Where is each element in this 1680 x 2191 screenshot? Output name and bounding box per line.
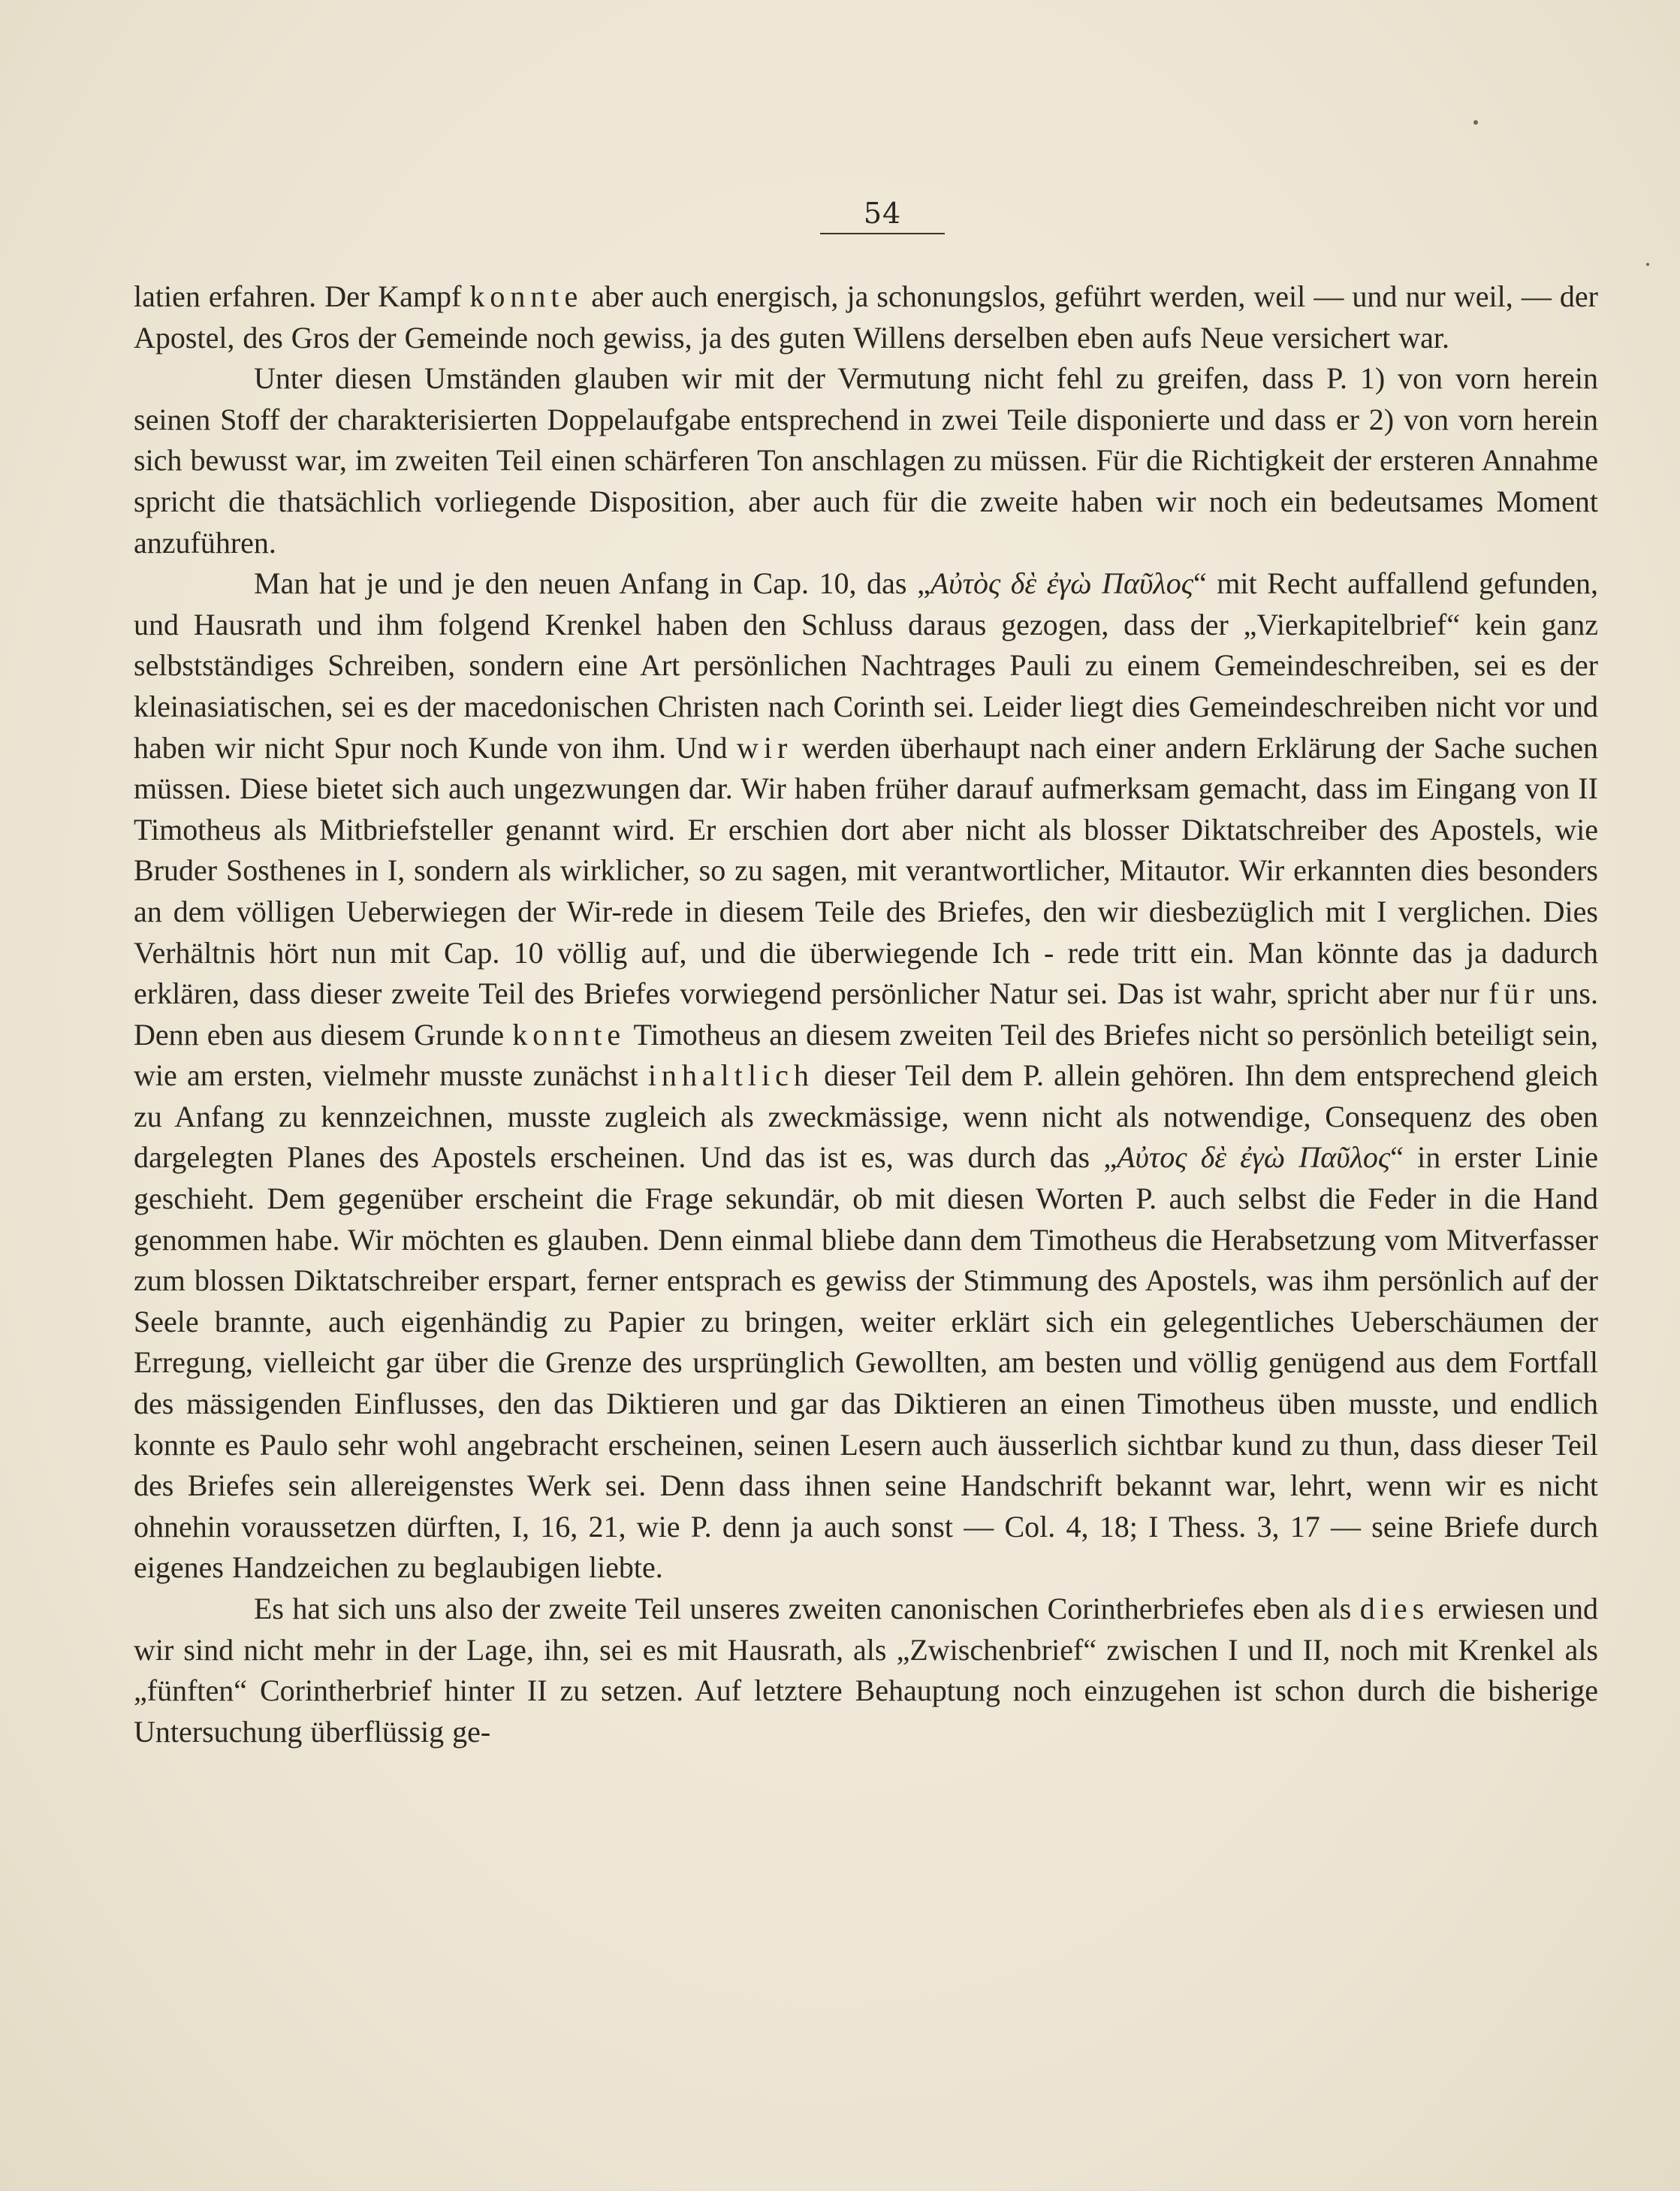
greek-quote: Αὐτὸς δὲ ἐγὼ Παῦλος	[930, 566, 1193, 601]
text-run: latien erfahren. Der Kampf	[134, 279, 470, 313]
paragraph	[134, 358, 1598, 563]
greek-quote: Αὐτος δὲ ἐγὼ Παῦλος	[1117, 1140, 1391, 1175]
paragraph	[134, 563, 1598, 1589]
text-run: dieser Teil dem P. allein gehören. Ihn dem entsprechend gleich zu Anfang zu kennzeichnen, musste zugleich als zweckmässige, wenn nicht als notwendige, Consequenz des oben dargelegten Planes des Apostels erscheinen. Und das ist es, was durch das „	[134, 1058, 1599, 1175]
text-run: erwiesen und wir sind nicht mehr in der Lage, ihn, sei es mit Hausrath, als „Zwischenbrief“ zwischen I und II, noch mit Krenkel als „fünften“ Corintherbrief hinter II zu setzen. Auf letztere Behauptung noch einzugehen ist schon durch die bisherige Untersuchung überflüssig ge-	[134, 1592, 1598, 1749]
paragraph	[134, 1589, 1598, 1752]
text-run: Timotheus an diesem zweiten Teil des Briefes nicht so persönlich beteiligt sein, wie am ersten, vielmehr musste zunächst	[134, 1017, 1598, 1093]
paper-speck	[1646, 263, 1649, 266]
page-number-rule	[820, 233, 945, 234]
page-number: 54	[863, 197, 902, 230]
spaced-emphasis: für	[1488, 976, 1540, 1011]
paper-speck	[1473, 120, 1478, 125]
text-run: “ in erster Linie geschieht. Dem gegenüber erscheint die Frage sekundär, ob mit diesen Worten P. auch selbst die Feder in die Hand genommen habe. Wir möchten es glauben. Denn einmal bliebe dann dem Timotheus die Herabsetzung vom Mitverfasser zum blossen Diktatschreiber erspart, ferner entsprach es gewiss der Stimmung des Apostels, was ihm persönlich auf der Seele brannte, auch eigenhändig zu Papier zu bringen, weiter erklärt sich ein gelegentliches Ueberschäumen der Erregung, vielleicht gar über die Grenze des ursprünglich Gewollten, am besten und völlig genügend aus dem Fortfall des mässigenden Einflusses, den das Diktieren und gar das Diktieren an einen Timotheus üben musste, und endlich konnte es Paulo sehr wohl angebracht erscheinen, seinen Lesern auch äusserlich sichtbar kund zu thun, dass dieser Teil des Briefes sein allereigenstes Werk sei. Denn dass ihnen seine Handschrift bekannt war, lehrt, wenn wir es nicht ohnehin voraussetzen dürften, I, 16, 21, wie P. denn ja auch sonst — Col. 4, 18; I Thess. 3, 17 — seine Briefe durch eigenes Handzeichen zu beglaubigen liebte.	[134, 1140, 1598, 1585]
text-run: Man hat je und je den neuen Anfang in Cap. 10, das „	[254, 566, 930, 601]
spaced-emphasis: konnte	[512, 1017, 626, 1052]
text-run: uns. Denn eben aus diesem Grunde	[134, 976, 1598, 1052]
text-run: “ mit Recht auffallend gefunden, und Hausrath und ihm folgend Krenkel haben den Schluss daraus gezogen, dass der „Vierkapitelbrief“ kein ganz selbstständiges Schreiben, sondern eine Art persönlichen Nachtrages Pauli zu einem Gemeindeschreiben, sei es der kleinasiatischen, sei es der macedonischen Christen nach Corinth sei. Leider liegt dies Gemeindeschreiben nicht vor und haben wir nicht Spur noch Kunde von ihm. Und	[134, 566, 1598, 765]
spaced-emphasis: wir	[737, 730, 793, 765]
spaced-emphasis: dies	[1359, 1592, 1430, 1625]
spaced-emphasis: inhaltlich	[647, 1058, 814, 1093]
text-run: werden überhaupt nach einer andern Erklärung der Sache suchen müssen. Diese bietet sich auch ungezwungen dar. Wir haben früher darauf aufmerksam gemacht, dass im Eingang von II Timotheus als Mitbriefsteller genannt wird. Er erschien dort aber nicht als blosser Diktatschreiber des Apostels, wie Bruder Sosthenes in I, sondern als wirklicher, so zu sagen, mit verantwortlicher, Mitautor. Wir erkannten dies besonders an dem völligen Ueberwiegen der Wir-rede in diesem Teile des Briefes, den wir diesbezüglich mit I verglichen. Dies Verhältnis hört nun mit Cap. 10 völlig auf, und die überwiegende Ich - rede tritt ein. Man könnte das ja dadurch erklären, dass dieser zweite Teil des Briefes vorwiegend persönlicher Natur sei. Das ist wahr, spricht aber nur	[134, 730, 1598, 1011]
text-run: Es hat sich uns also der zweite Teil unseres zweiten canonischen Corintherbriefes eben als	[254, 1592, 1360, 1625]
text-run: Unter diesen Umständen glauben wir mit der Vermutung nicht fehl zu greifen, dass P. 1) von vorn herein seinen Stoff der charakterisierten Doppelaufgabe entsprechend in zwei Teile disponierte und dass er 2) von vorn herein sich bewusst war, im zweiten Teil einen schärferen Ton anschlagen zu müssen. Für die Richtigkeit der ersteren Annahme spricht die thatsächlich vorliegende Disposition, aber auch für die zweite haben wir noch ein bedeutsames Moment anzuführen.	[134, 361, 1598, 560]
spaced-emphasis: konnte	[469, 279, 584, 313]
paragraph	[134, 276, 1598, 358]
text-run: aber auch energisch, ja schonungslos, geführt werden, weil — und nur weil, — der Apostel, des Gros der Gemeinde noch gewiss, ja des guten Willens derselben eben aufs Neue versichert war.	[134, 279, 1598, 355]
body-text	[134, 276, 1598, 1752]
